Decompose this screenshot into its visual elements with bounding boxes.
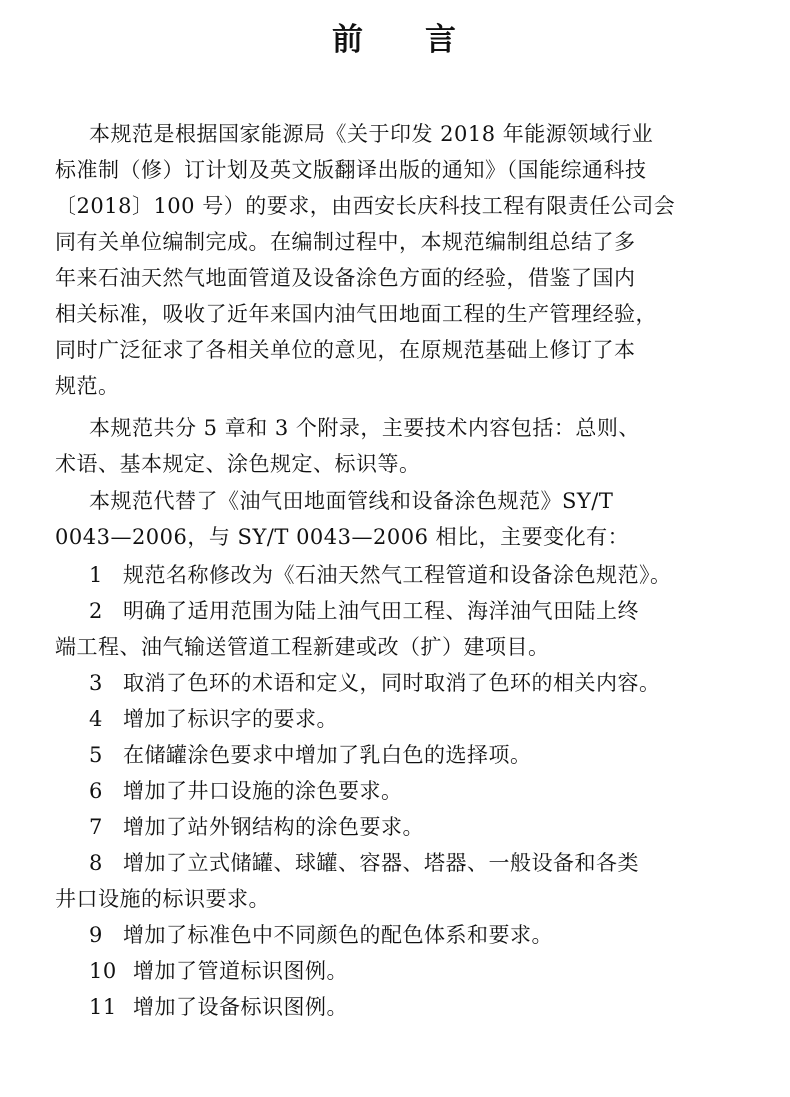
intro-line: 相关标准，吸收了近年来国内油气田地面工程的生产管理经验， [55,302,657,326]
content-line: 术语、基本规定、涂色规定、标识等。 [55,452,421,476]
intro-line: 年来石油天然气地面管道及设备涂色方面的经验，借鉴了国内 [55,266,636,290]
change-item-5 [55,737,745,773]
replace-line: 本规范代替了《油气田地面管线和设备涂色规范》SY/T [89,489,614,513]
change-item-9 [55,917,745,953]
change-text: 增加了立式储罐、球罐、容器、塔器、一般设备和各类 [123,851,639,875]
change-number: 8 [89,851,103,875]
change-item-1 [55,557,745,593]
content-paragraph [55,410,745,482]
change-item-7 [55,809,745,845]
change-item-6 [55,773,745,809]
intro-line: 同时广泛征求了各相关单位的意见，在原规范基础上修订了本 [55,338,636,362]
change-item-10 [55,953,745,989]
replace-line: 0043—2006，与 SY/T 0043—2006 相比，主要变化有： [55,525,630,549]
change-number: 9 [89,923,103,947]
intro-line: 〔2018〕100 号）的要求，由西安长庆科技工程有限责任公司会 [55,194,676,218]
change-text: 增加了站外钢结构的涂色要求。 [123,815,424,839]
change-item-2 [55,593,745,629]
change-number: 2 [89,599,103,623]
change-text: 在储罐涂色要求中增加了乳白色的选择项。 [123,743,532,767]
changes-list [55,557,745,1025]
change-text: 增加了标准色中不同颜色的配色体系和要求。 [123,923,553,947]
change-number: 7 [89,815,103,839]
change-number: 10 [89,959,117,983]
intro-line: 本规范是根据国家能源局《关于印发 2018 年能源领域行业 [89,122,654,146]
change-text: 增加了井口设施的涂色要求。 [123,779,403,803]
change-text: 增加了标识字的要求。 [123,707,338,731]
change-number: 6 [89,779,103,803]
change-text: 规范名称修改为《石油天然气工程管道和设备涂色规范》。 [123,563,672,587]
change-item-8-continued: 井口设施的标识要求。 [55,887,270,911]
change-number: 4 [89,707,103,731]
change-text: 增加了管道标识图例。 [133,959,348,983]
change-number: 3 [89,671,103,695]
title-char-2: 言 [425,22,458,58]
change-item-3 [55,665,745,701]
page-title [0,18,790,62]
content-line: 本规范共分 5 章和 3 个附录，主要技术内容包括：总则、 [89,416,640,440]
change-item-4 [55,701,745,737]
change-text: 取消了色环的术语和定义，同时取消了色环的相关内容。 [123,671,661,695]
change-item-11 [55,989,745,1025]
intro-line: 标准制（修）订计划及英文版翻译出版的通知》（国能综通科技 [55,158,647,182]
change-number: 5 [89,743,103,767]
intro-line: 规范。 [55,374,120,398]
title-char-1: 前 [332,22,365,58]
change-text: 增加了设备标识图例。 [133,995,348,1019]
change-number: 1 [89,563,103,587]
change-text: 明确了适用范围为陆上油气田工程、海洋油气田陆上终 [123,599,639,623]
change-item-2-continued: 端工程、油气输送管道工程新建或改（扩）建项目。 [55,635,550,659]
change-item-8 [55,845,745,881]
intro-line: 同有关单位编制完成。在编制过程中，本规范编制组总结了多 [55,230,636,254]
replace-paragraph [55,483,745,555]
change-number: 11 [89,995,117,1019]
intro-paragraph [55,116,745,404]
